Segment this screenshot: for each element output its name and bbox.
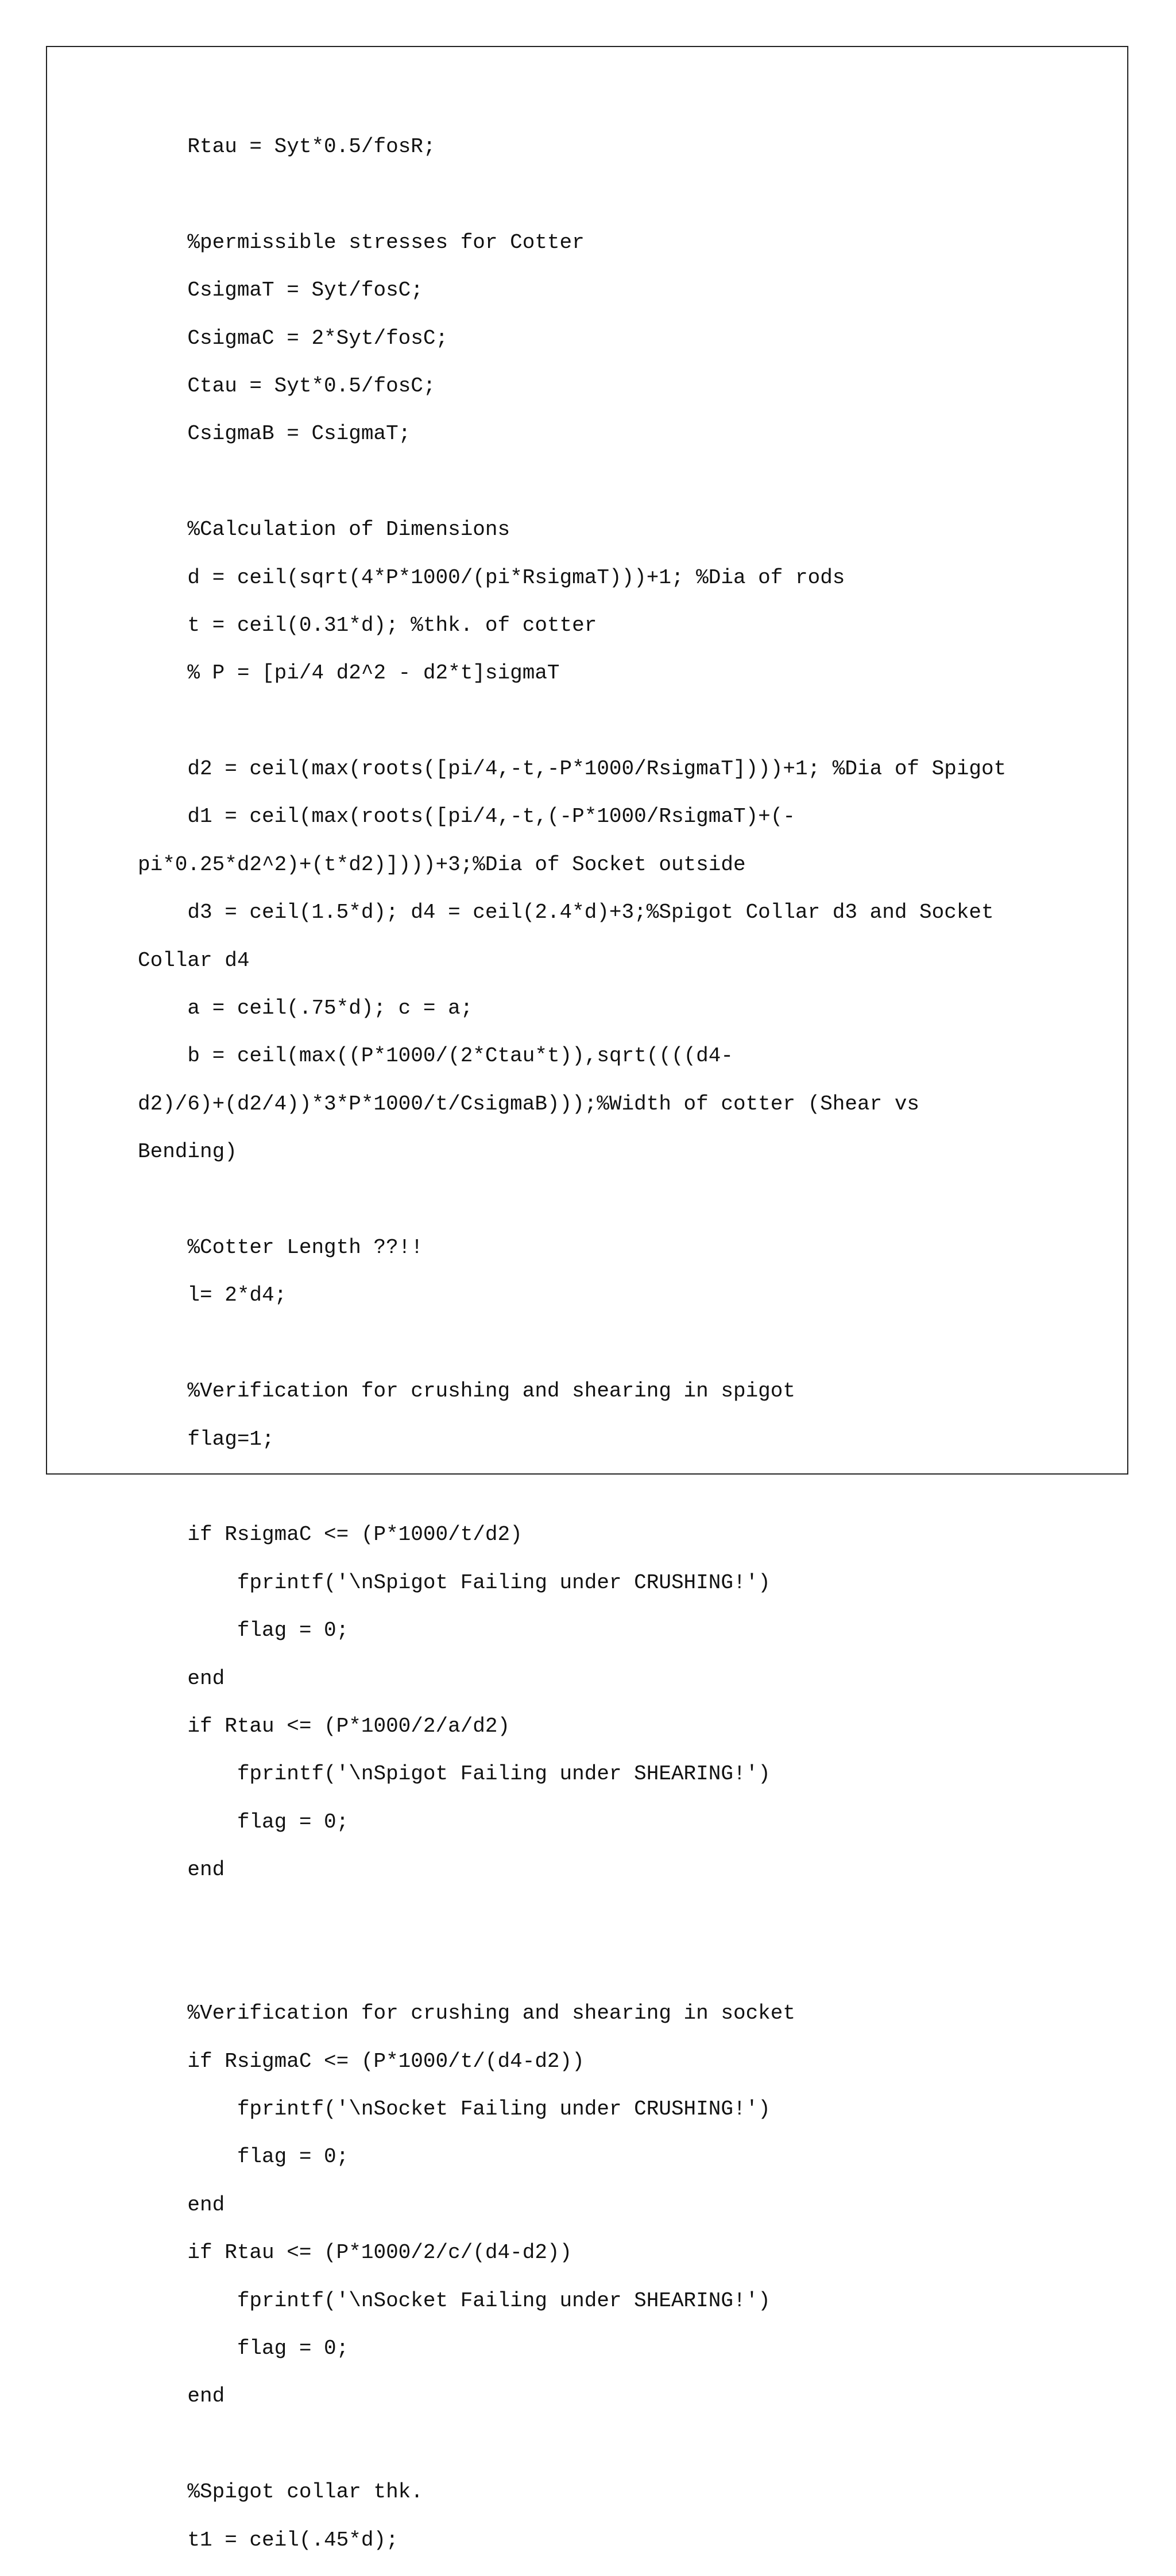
code-line: flag = 0; — [138, 1619, 349, 1643]
code-line: fprintf('\nSpigot Failing under CRUSHING!') — [138, 1570, 771, 1595]
code-line: if RsigmaC <= (P*1000/t/(d4-d2)) — [138, 2049, 585, 2073]
code-line: %Verification for crushing and shearing in socket — [138, 2001, 795, 2026]
code-line — [138, 1954, 1006, 1978]
code-line: d3 = ceil(1.5*d); d4 = ceil(2.4*d)+3;%Spigot Collar d3 and Socket — [138, 901, 994, 925]
code-line: fprintf('\nSocket Failing under CRUSHING!') — [138, 2097, 771, 2121]
code-line: end — [138, 1666, 225, 1690]
code-line: a = ceil(.75*d); c = a; — [138, 996, 473, 1021]
code-line: b = ceil(max((P*1000/(2*Ctau*t)),sqrt((((d4- — [138, 1044, 733, 1068]
code-line: pi*0.25*d2^2)+(t*d2)])))+3;%Dia of Socket outside — [138, 852, 746, 876]
code-line — [138, 183, 1006, 207]
code-line: Ctau = Syt*0.5/fosC; — [138, 374, 436, 398]
code-line: fprintf('\nSocket Failing under SHEARING!') — [138, 2288, 771, 2313]
code-line: end — [138, 2384, 225, 2408]
code-line: d2)/6)+(d2/4))*3*P*1000/t/CsigmaB)));%Width of cotter (Shear vs — [138, 1092, 920, 1116]
code-line: %Spigot collar thk. — [138, 2480, 423, 2504]
code-line — [138, 1906, 1006, 1930]
code-line: Bending) — [138, 1140, 237, 1164]
code-line: if RsigmaC <= (P*1000/t/d2) — [138, 1523, 523, 1547]
code-line: Collar d4 — [138, 948, 250, 972]
code-line: flag = 0; — [138, 2336, 349, 2360]
code-line: end — [138, 1858, 225, 1882]
code-line — [138, 470, 1006, 494]
code-line: t1 = ceil(.45*d); — [138, 2528, 399, 2552]
code-line: CsigmaC = 2*Syt/fosC; — [138, 326, 448, 350]
code-line — [138, 1475, 1006, 1499]
code-line: %Cotter Length ??!! — [138, 1235, 423, 1259]
code-line: l= 2*d4; — [138, 1283, 287, 1308]
code-line — [138, 1332, 1006, 1356]
code-line: CsigmaT = Syt/fosC; — [138, 278, 423, 302]
code-listing — [138, 135, 1006, 2576]
code-line: flag=1; — [138, 1427, 274, 1451]
code-line: if Rtau <= (P*1000/2/a/d2) — [138, 1714, 510, 1738]
code-line: Rtau = Syt*0.5/fosR; — [138, 135, 436, 158]
code-line: % P = [pi/4 d2^2 - d2*t]sigmaT — [138, 661, 560, 685]
code-line: CsigmaB = CsigmaT; — [138, 422, 411, 446]
code-line — [138, 709, 1006, 734]
code-line — [138, 2433, 1006, 2457]
code-line: if Rtau <= (P*1000/2/c/(d4-d2)) — [138, 2241, 572, 2265]
code-line: d2 = ceil(max(roots([pi/4,-t,-P*1000/RsigmaT])))+1; %Dia of Spigot — [138, 757, 1007, 781]
code-line: %Calculation of Dimensions — [138, 518, 510, 542]
code-line: d1 = ceil(max(roots([pi/4,-t,(-P*1000/RsigmaT)+(- — [138, 805, 795, 829]
code-line: flag = 0; — [138, 2145, 349, 2169]
code-line: end — [138, 2193, 225, 2217]
code-line: flag = 0; — [138, 1810, 349, 1834]
code-line: %permissible stresses for Cotter — [138, 230, 585, 254]
code-line: t = ceil(0.31*d); %thk. of cotter — [138, 613, 597, 637]
code-line: d = ceil(sqrt(4*P*1000/(pi*RsigmaT)))+1; %Dia of rods — [138, 565, 845, 589]
code-line — [138, 1188, 1006, 1212]
code-line: fprintf('\nSpigot Failing under SHEARING!') — [138, 1762, 771, 1786]
code-line: %Verification for crushing and shearing in spigot — [138, 1379, 795, 1403]
